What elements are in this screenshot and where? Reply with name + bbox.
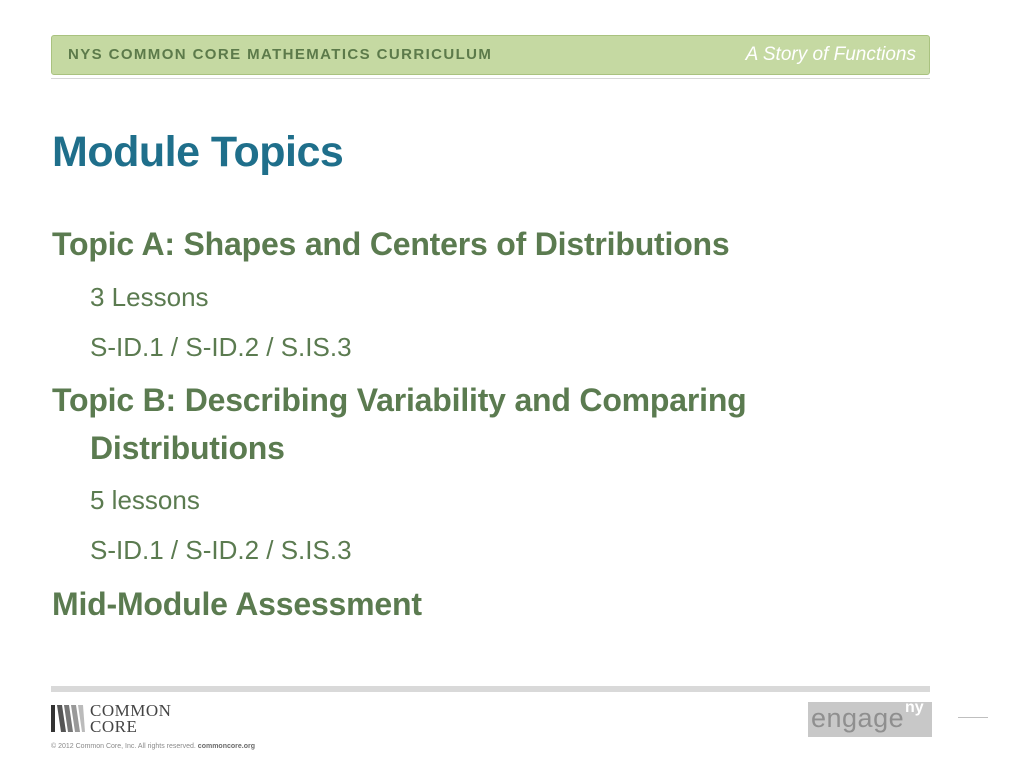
copyright-text: © 2012 Common Core, Inc. All rights reserved. <box>51 743 196 750</box>
header-divider <box>51 78 930 79</box>
story-name: A Story of Functions <box>745 44 916 65</box>
topic-b-heading-line1: Topic B: Describing Variability and Comparing <box>52 382 747 418</box>
common-core-wordmark <box>90 703 171 735</box>
slide-title: Module Topics <box>52 128 344 176</box>
copyright-link[interactable]: commoncore.org <box>197 743 255 750</box>
engageny-logo <box>808 699 932 737</box>
topic-a-lessons: 3 Lessons <box>90 282 209 312</box>
side-dash <box>958 717 988 718</box>
footer-divider <box>51 686 930 692</box>
logo-line-1: COMMON <box>90 701 172 720</box>
mid-module-assessment: Mid-Module Assessment <box>52 586 422 622</box>
topic-a-heading: Topic A: Shapes and Centers of Distributions <box>52 226 730 262</box>
topic-a-standards: S-ID.1 / S-ID.2 / S.IS.3 <box>90 332 352 362</box>
logo-line-2: CORE <box>90 717 138 736</box>
common-core-logo-icon <box>51 705 85 732</box>
topic-b-standards: S-ID.1 / S-ID.2 / S.IS.3 <box>90 535 352 565</box>
engage-wordmark: engage <box>811 703 905 733</box>
engage-ny-superscript: ny <box>905 699 924 716</box>
common-core-logo <box>51 701 186 736</box>
topic-b-heading <box>52 376 747 472</box>
copyright-notice <box>51 743 255 750</box>
topic-b-heading-line2: Distributions <box>90 430 285 466</box>
header-bar <box>51 35 930 75</box>
curriculum-name: NYS COMMON CORE MATHEMATICS CURRICULUM <box>68 46 493 63</box>
topic-b-lessons: 5 lessons <box>90 485 200 515</box>
